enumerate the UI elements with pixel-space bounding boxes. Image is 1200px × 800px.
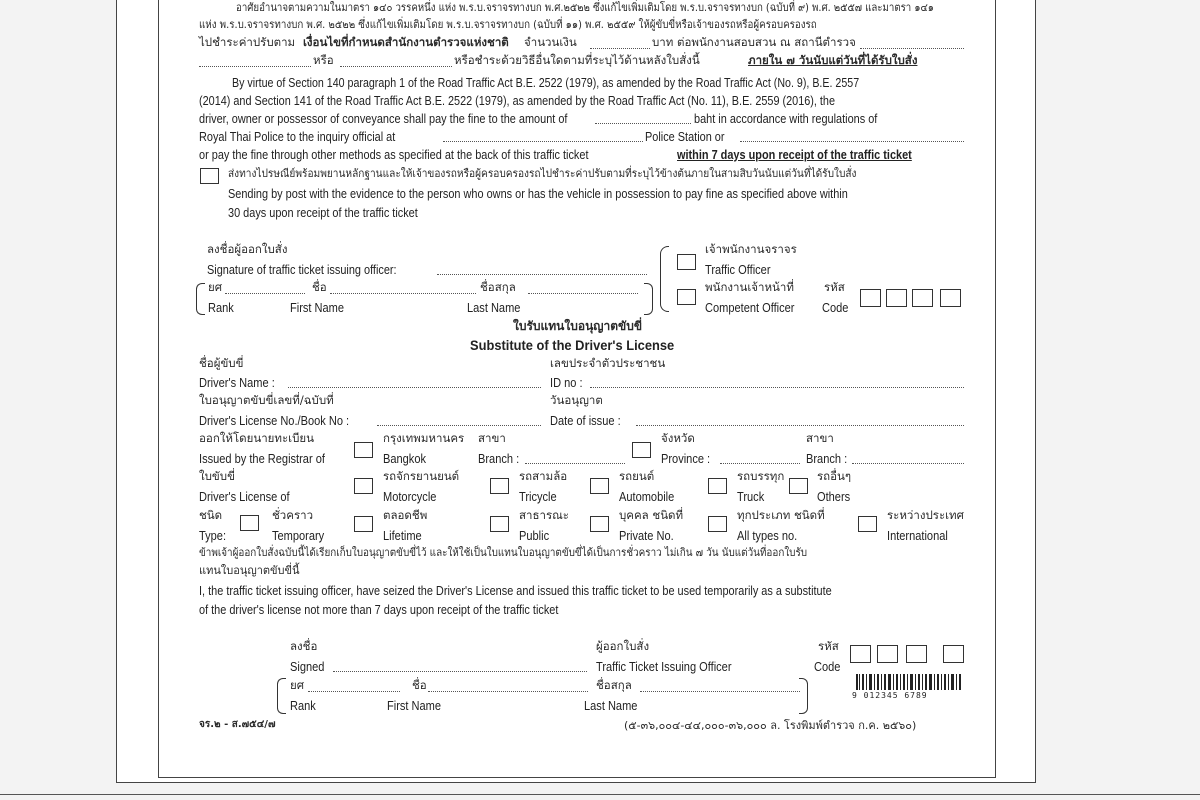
branch-th: สาขา xyxy=(478,431,506,445)
officer-name-en: First Name xyxy=(290,300,345,315)
issue-date-dotted-line[interactable] xyxy=(636,425,964,426)
competent-officer-en: Competent Officer xyxy=(705,300,795,315)
temporary-th: ชั่วคราว xyxy=(272,508,314,522)
officer-rank-en: Rank xyxy=(208,300,234,315)
signature-name-left-bracket xyxy=(277,678,286,714)
officer-firstname-dotted-line[interactable] xyxy=(330,293,476,294)
branch2-en: Branch : xyxy=(806,451,848,466)
legal-text-en-line1: By virtue of Section 140 paragraph 1 of the Road Traffic Act B.E. 2522 (1979), as amended by the Road Traffic Act (No. 9), B.E. 2557 xyxy=(232,75,860,90)
signed-en: Signed xyxy=(290,659,325,674)
driver-name-dotted-line[interactable] xyxy=(288,387,541,388)
legal-text-th-line4a: หรือ xyxy=(313,53,334,67)
officer-code-th: รหัส xyxy=(824,280,845,294)
id-no-dotted-line[interactable] xyxy=(590,387,964,388)
officer-code-box-4[interactable] xyxy=(940,289,961,307)
driver-name-en: Driver's Name : xyxy=(199,375,275,390)
license-no-th: ใบอนุญาตขับขี่เลขที่/ฉบับที่ xyxy=(199,393,334,407)
barcode-number: 9 012345 6789 xyxy=(852,691,928,700)
issuing-officer-th: ผู้ออกใบสั่ง xyxy=(596,639,650,653)
officer-rank-th: ยศ xyxy=(208,280,223,294)
competent-officer-th: พนักงานเจ้าหน้าที่ xyxy=(705,280,794,294)
officer-lastname-dotted-line[interactable] xyxy=(528,293,638,294)
statement-th-line2: แทนใบอนุญาตขับขี่นี้ xyxy=(199,564,300,577)
signature-surname-th: ชื่อสกุล xyxy=(596,678,632,692)
legal-text-th-line2: แห่ง พ.ร.บ.จราจรทางบก พ.ศ. ๒๕๒๒ ซึ่งแก้ไขเพิ่มเติมโดย พ.ร.บ.จราจรทางบก (ฉบับที่ ๑๑) พ.ศ. ๒๕๕๙ ให้ผู้ขับขี่หรือเจ้าของรถหรือผู้ครอบครองรถ xyxy=(199,18,817,31)
signature-code-th: รหัส xyxy=(818,639,839,653)
legal-text-en-line3b: baht in accordance with regulations of xyxy=(694,111,878,126)
signature-code-box-3[interactable] xyxy=(906,645,927,663)
printer-info: (๕-๓๖,๐๐๔-๔๔,๐๐๐-๓๖,๐๐๐ ล. โรงพิมพ์ตำรวจ ก.ค. ๒๕๖๐) xyxy=(624,719,917,732)
other-place-dotted-line[interactable] xyxy=(199,66,311,67)
temporary-checkbox[interactable] xyxy=(240,515,259,531)
officer-code-box-1[interactable] xyxy=(860,289,881,307)
police-station-dotted-line[interactable] xyxy=(860,48,964,49)
inquiry-official-dotted-line[interactable] xyxy=(443,141,643,142)
legal-text-en-line5b: within 7 days upon receipt of the traffic ticket xyxy=(677,147,912,162)
signature-code-box-1[interactable] xyxy=(850,645,871,663)
officer-code-box-2[interactable] xyxy=(886,289,907,307)
province-en: Province : xyxy=(661,451,711,466)
legal-text-en-line5a: or pay the fine through other methods as specified at the back of this traffic ticket xyxy=(199,147,589,162)
branch-dotted-line[interactable] xyxy=(525,463,625,464)
bangkok-checkbox[interactable] xyxy=(354,442,373,458)
tricycle-en: Tricycle xyxy=(519,489,557,504)
police-station-en-dotted-line[interactable] xyxy=(740,141,964,142)
legal-text-en-line3a: driver, owner or possessor of conveyance shall pay the fine to the amount of xyxy=(199,111,568,126)
amount-en-dotted-line[interactable] xyxy=(595,123,691,124)
private-en: Private No. xyxy=(619,528,674,543)
public-th: สาธารณะ xyxy=(519,508,569,522)
officer-signature-en: Signature of traffic ticket issuing officer: xyxy=(207,262,397,277)
signature-code-box-4[interactable] xyxy=(943,645,964,663)
legal-text-th-line3c: จำนวนเงิน xyxy=(524,35,577,49)
page-bottom-edge xyxy=(0,794,1200,795)
signed-th: ลงชื่อ xyxy=(290,639,318,653)
officer-code-box-3[interactable] xyxy=(912,289,933,307)
tricycle-th: รถสามล้อ xyxy=(519,469,568,483)
form-code: จร.๒ - ส.๗๕๔/๗ xyxy=(199,719,276,730)
all-types-th: ทุกประเภท ชนิดที่ xyxy=(737,508,825,522)
traffic-officer-th: เจ้าพนักงานจราจร xyxy=(705,242,797,256)
traffic-officer-checkbox[interactable] xyxy=(677,254,696,270)
send-by-post-th: ส่งทางไปรษณีย์พร้อมพยานหลักฐานและให้เจ้าของรถหรือผู้ครอบครองรถไปชำระค่าปรับตามที่ระบุไว้ข้างต้นภายในสามสิบวันนับแต่วันที่ได้รับใบสั่ง xyxy=(228,167,857,180)
signed-dotted-line[interactable] xyxy=(333,671,587,672)
tricycle-checkbox[interactable] xyxy=(490,478,509,494)
truck-checkbox[interactable] xyxy=(708,478,727,494)
officer-type-bracket xyxy=(660,246,669,312)
international-th: ระหว่างประเทศ xyxy=(887,508,964,522)
other-method-dotted-line[interactable] xyxy=(340,66,452,67)
signature-name-right-bracket xyxy=(799,678,808,714)
amount-dotted-line[interactable] xyxy=(590,48,650,49)
signature-lastname-dotted-line[interactable] xyxy=(640,691,800,692)
send-by-post-en1: Sending by post with the evidence to the person who owns or has the vehicle in possession to pay fine as specified above within xyxy=(228,186,848,201)
others-checkbox[interactable] xyxy=(789,478,808,494)
license-of-en: Driver's License of xyxy=(199,489,290,504)
officer-surname-en: Last Name xyxy=(467,300,521,315)
legal-text-th-line3a: ไปชำระค่าปรับตาม xyxy=(199,35,296,49)
id-no-th: เลขประจำตัวประชาชน xyxy=(550,356,666,370)
public-en: Public xyxy=(519,528,550,543)
substitute-title-th: ใบรับแทนใบอนุญาตขับขี่ xyxy=(513,319,643,333)
automobile-checkbox[interactable] xyxy=(590,478,609,494)
others-en: Others xyxy=(817,489,851,504)
license-no-dotted-line[interactable] xyxy=(377,425,541,426)
automobile-th: รถยนต์ xyxy=(619,469,655,483)
public-checkbox[interactable] xyxy=(490,516,509,532)
competent-officer-checkbox[interactable] xyxy=(677,289,696,305)
signature-name-th: ชื่อ xyxy=(412,678,427,692)
signature-rank-th: ยศ xyxy=(290,678,305,692)
private-th: บุคคล ชนิดที่ xyxy=(619,508,684,522)
automobile-en: Automobile xyxy=(619,489,675,504)
signature-name-en: First Name xyxy=(387,698,442,713)
signature-rank-dotted-line[interactable] xyxy=(308,691,400,692)
legal-text-th-line4b: หรือชำระด้วยวิธีอื่นใดตามที่ระบุไว้ด้านหลังใบสั่งนี้ xyxy=(454,53,700,67)
motorcycle-th: รถจักรยานยนต์ xyxy=(383,469,460,483)
lifetime-checkbox[interactable] xyxy=(354,516,373,532)
officer-name-left-bracket xyxy=(196,283,205,315)
officer-rank-dotted-line[interactable] xyxy=(225,293,305,294)
international-en: International xyxy=(887,528,948,543)
issued-by-en: Issued by the Registrar of xyxy=(199,451,325,466)
issuing-officer-en: Traffic Ticket Issuing Officer xyxy=(596,659,732,674)
truck-th: รถบรรทุก xyxy=(737,469,785,483)
all-types-en: All types no. xyxy=(737,528,798,543)
province-dotted-line[interactable] xyxy=(720,463,800,464)
legal-text-th-line3d: บาท ต่อพนักงานสอบสวน ณ สถานีตำรวจ xyxy=(652,35,856,49)
officer-signature-dotted-line[interactable] xyxy=(437,274,647,275)
issue-date-en: Date of issue : xyxy=(550,413,621,428)
legal-text-en-line4b: Police Station or xyxy=(645,129,725,144)
send-by-post-en2: 30 days upon receipt of the traffic ticket xyxy=(228,205,418,220)
province-th: จังหวัด xyxy=(661,431,695,445)
all-types-checkbox[interactable] xyxy=(708,516,727,532)
legal-text-th-line3b: เงื่อนไขที่กำหนดสำนักงานตำรวจแห่งชาติ xyxy=(303,35,509,49)
license-of-th: ใบขับขี่ xyxy=(199,469,235,483)
substitute-title-en: Substitute of the Driver's License xyxy=(470,337,675,353)
province-checkbox[interactable] xyxy=(632,442,651,458)
issued-by-th: ออกให้โดยนายทะเบียน xyxy=(199,431,314,445)
motorcycle-checkbox[interactable] xyxy=(354,478,373,494)
bangkok-th: กรุงเทพมหานคร xyxy=(383,431,465,445)
statement-th-line1: ข้าพเจ้าผู้ออกใบสั่งฉบับนี้ได้เรียกเก็บใบอนุญาตขับขี่ไว้ และให้ใช้เป็นใบแทนใบอนุญาตขับขี่ได้เป็นการชั่วคราว ไม่เกิน ๗ วัน นับแต่วันที่ออกใบรับ xyxy=(199,546,808,559)
international-checkbox[interactable] xyxy=(858,516,877,532)
type-en: Type: xyxy=(199,528,227,543)
officer-name-right-bracket xyxy=(644,283,653,315)
temporary-en: Temporary xyxy=(272,528,325,543)
id-no-en: ID no : xyxy=(550,375,583,390)
legal-text-en-line4a: Royal Thai Police to the inquiry official at xyxy=(199,129,396,144)
truck-en: Truck xyxy=(737,489,765,504)
legal-text-th-line4c: ภายใน ๗ วันนับแต่วันที่ได้รับใบสั่ง xyxy=(748,53,918,67)
type-th: ชนิด xyxy=(199,508,223,522)
legal-text-en-line2: (2014) and Section 141 of the Road Traffic Act B.E. 2522 (1979), as amended by the Road Traffic Act (No. 11), B.E. 2559 (2016), the xyxy=(199,93,836,108)
branch2-th: สาขา xyxy=(806,431,834,445)
officer-code-en: Code xyxy=(822,300,849,315)
branch-en: Branch : xyxy=(478,451,520,466)
legal-text-th-line1: อาศัยอำนาจตามความในมาตรา ๑๔๐ วรรคหนึ่ง แห่ง พ.ร.บ.จราจรทางบก พ.ศ.๒๕๒๒ ซึ่งแก้ไขเพิ่มเติมโดย พ.ร.บ.จราจรทางบก (ฉบับที่ ๙) พ.ศ. ๒๕๕๗ และมาตรา ๑๔๑ xyxy=(236,1,934,14)
license-no-en: Driver's License No./Book No : xyxy=(199,413,350,428)
driver-name-th: ชื่อผู้ขับขี่ xyxy=(199,356,244,370)
branch2-dotted-line[interactable] xyxy=(852,463,964,464)
issue-date-th: วันอนุญาต xyxy=(550,393,603,407)
signature-rank-en: Rank xyxy=(290,698,316,713)
statement-en-line2: of the driver's license not more than 7 days upon receipt of the traffic ticket xyxy=(199,602,559,617)
statement-en-line1: I, the traffic ticket issuing officer, have seized the Driver's License and issued this traffic ticket to be used temporarily as a substitute xyxy=(199,583,832,598)
lifetime-en: Lifetime xyxy=(383,528,422,543)
signature-code-en: Code xyxy=(814,659,841,674)
officer-surname-th: ชื่อสกุล xyxy=(480,280,516,294)
send-by-post-checkbox[interactable] xyxy=(200,168,219,184)
others-th: รถอื่นๆ xyxy=(817,469,852,483)
signature-surname-en: Last Name xyxy=(584,698,638,713)
motorcycle-en: Motorcycle xyxy=(383,489,437,504)
officer-signature-th: ลงชื่อผู้ออกใบสั่ง xyxy=(207,242,288,256)
bangkok-en: Bangkok xyxy=(383,451,427,466)
private-checkbox[interactable] xyxy=(590,516,609,532)
signature-code-box-2[interactable] xyxy=(877,645,898,663)
officer-name-th: ชื่อ xyxy=(312,280,327,294)
lifetime-th: ตลอดชีพ xyxy=(383,508,428,522)
signature-firstname-dotted-line[interactable] xyxy=(428,691,588,692)
traffic-officer-en: Traffic Officer xyxy=(705,262,771,277)
